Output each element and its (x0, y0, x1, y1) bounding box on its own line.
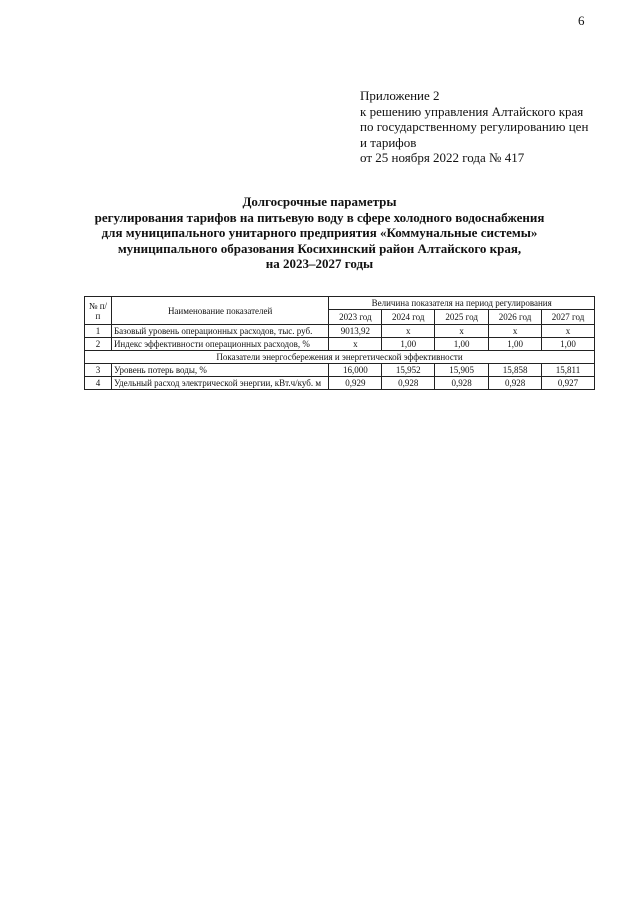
header-year: 2026 год (489, 310, 542, 325)
row-value: 0,929 (329, 377, 382, 390)
appendix-line: к решению управления Алтайского края (360, 103, 584, 119)
row-value: 15,952 (382, 364, 435, 377)
row-name: Уровень потерь воды, % (111, 364, 328, 377)
table-header-row (85, 297, 595, 310)
title-line: на 2023–2027 годы (265, 256, 374, 271)
header-name: Наименование показателей (111, 297, 328, 325)
row-value: 1,00 (542, 338, 595, 351)
row-num: 3 (85, 364, 112, 377)
row-value: 15,811 (542, 364, 595, 377)
header-year: 2025 год (435, 310, 489, 325)
appendix-line: и тарифов (360, 134, 417, 150)
row-num: 1 (85, 325, 112, 338)
row-value: х (542, 325, 595, 338)
table-row (85, 325, 595, 338)
page-number: 6 (578, 13, 585, 28)
title-line: муниципального образования Косихинский район Алтайского края, (117, 240, 522, 256)
header-year: 2024 год (382, 310, 435, 325)
appendix-line: по государственному регулированию цен (360, 119, 589, 134)
row-value: 0,928 (435, 377, 489, 390)
row-value: х (435, 325, 489, 338)
row-value: 1,00 (435, 338, 489, 351)
title-line: Долгосрочные параметры (242, 194, 397, 209)
appendix-line: Приложение 2 (360, 88, 440, 103)
appendix-block (360, 88, 588, 166)
row-value: 9013,92 (329, 325, 382, 338)
row-value: 15,905 (435, 364, 489, 377)
row-value: х (489, 325, 542, 338)
row-name: Индекс эффективности операционных расходов, % (111, 338, 328, 351)
row-value: 0,927 (542, 377, 595, 390)
row-name: Удельный расход электрической энергии, кВт.ч/куб. м (111, 377, 328, 390)
row-value: х (329, 338, 382, 351)
title-line: регулирования тарифов на питьевую воду в сфере холодного водоснабжения (94, 209, 545, 225)
header-num: № п/п (85, 297, 112, 325)
row-value: 0,928 (489, 377, 542, 390)
table-row (85, 377, 595, 390)
row-num: 4 (85, 377, 112, 390)
document-title (0, 194, 639, 272)
section-label: Показатели энергосбережения и энергетической эффективности (85, 351, 595, 364)
row-name: Базовый уровень операционных расходов, тыс. руб. (111, 325, 328, 338)
row-num: 2 (85, 338, 112, 351)
row-value: 1,00 (382, 338, 435, 351)
table-row (85, 364, 595, 377)
table-row (85, 338, 595, 351)
parameters-table (84, 296, 595, 390)
title-line: для муниципального унитарного предприятия «Коммунальные системы» (101, 225, 538, 240)
row-value: 0,928 (382, 377, 435, 390)
appendix-line: от 25 ноября 2022 года № 417 (360, 150, 525, 165)
row-value: 16,000 (329, 364, 382, 377)
row-value: 1,00 (489, 338, 542, 351)
section-row (85, 351, 595, 364)
header-year: 2027 год (542, 310, 595, 325)
header-value-group: Величина показателя на период регулирования (329, 297, 595, 310)
row-value: 15,858 (489, 364, 542, 377)
header-year: 2023 год (329, 310, 382, 325)
row-value: х (382, 325, 435, 338)
